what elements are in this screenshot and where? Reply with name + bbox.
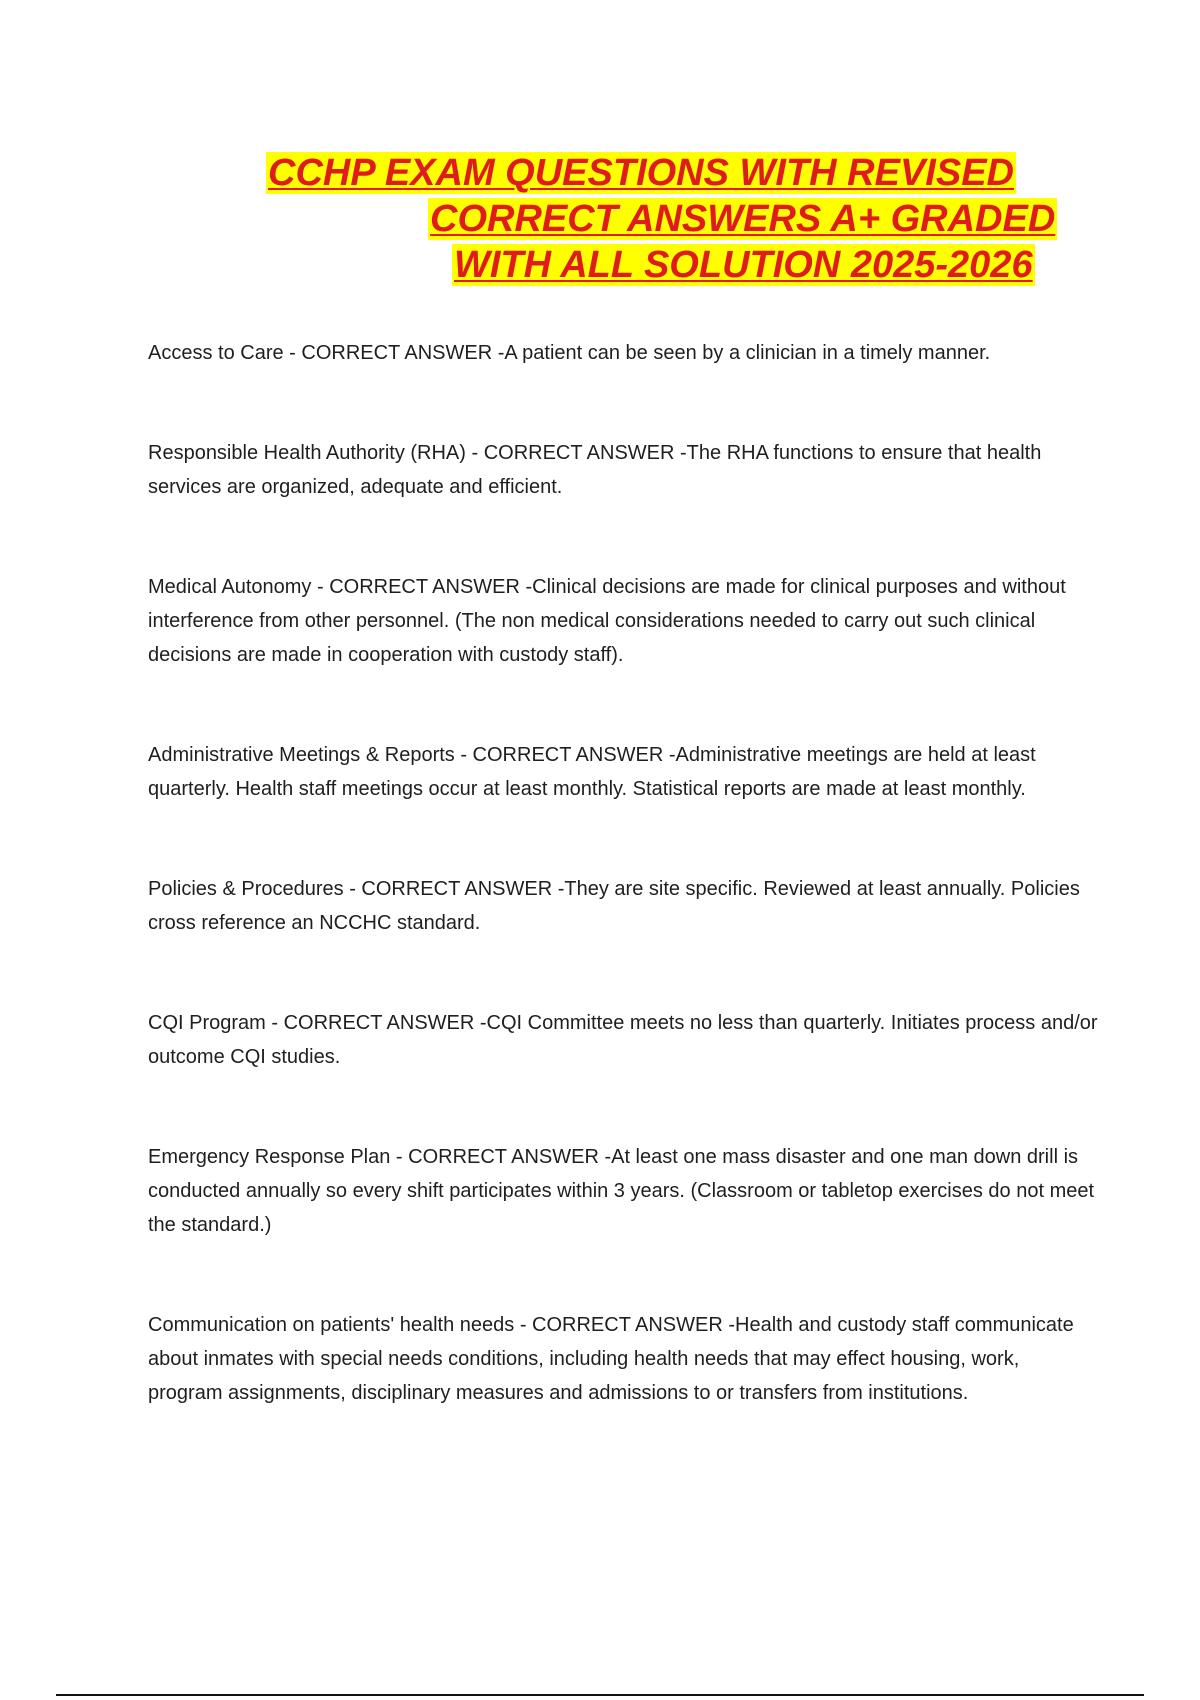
qa-entry-emergency-response-plan: Emergency Response Plan - CORRECT ANSWER -At least one mass disaster and one man down drill is conducted annually so every shift participates within 3 years. (Classroom or tabletop exercises do not meet the standard.) xyxy=(148,1146,1095,1236)
page-bottom-divider xyxy=(56,1694,1144,1696)
qa-entry-communication-health-needs: Communication on patients' health needs - CORRECT ANSWER -Health and custody staff communicate about inmates with special needs conditions, including health needs that may effect housing, work, program assignments, disciplinary measures and admissions to or transfers from institutions. xyxy=(148,1314,1074,1404)
title-line-3: WITH ALL SOLUTION 2025-2026 xyxy=(454,244,1033,286)
qa-entry-responsible-health-authority: Responsible Health Authority (RHA) - CORRECT ANSWER -The RHA functions to ensure that health services are organized, adequate and efficient. xyxy=(148,442,1042,498)
qa-entry-access-to-care: Access to Care - CORRECT ANSWER -A patient can be seen by a clinician in a timely manner. xyxy=(148,342,991,364)
qa-entry-administrative-meetings: Administrative Meetings & Reports - CORRECT ANSWER -Administrative meetings are held at least quarterly. Health staff meetings occur at least monthly. Statistical reports are made at least monthly. xyxy=(148,744,1036,800)
qa-entry-medical-autonomy: Medical Autonomy - CORRECT ANSWER -Clinical decisions are made for clinical purposes and without interference from other personnel. (The non medical considerations needed to carry out such clinical decisions are made in cooperation with custody staff). xyxy=(148,576,1066,666)
qa-entry-cqi-program: CQI Program - CORRECT ANSWER -CQI Committee meets no less than quarterly. Initiates process and/or outcome CQI studies. xyxy=(148,1012,1098,1068)
qa-list xyxy=(148,336,1098,1410)
document-title xyxy=(262,150,1112,288)
qa-entry-policies-procedures: Policies & Procedures - CORRECT ANSWER -They are site specific. Reviewed at least annually. Policies cross reference an NCCHC standard. xyxy=(148,878,1080,934)
title-line-2: CORRECT ANSWERS A+ GRADED xyxy=(430,198,1056,240)
title-line-1: CCHP EXAM QUESTIONS WITH REVISED xyxy=(268,152,1014,194)
